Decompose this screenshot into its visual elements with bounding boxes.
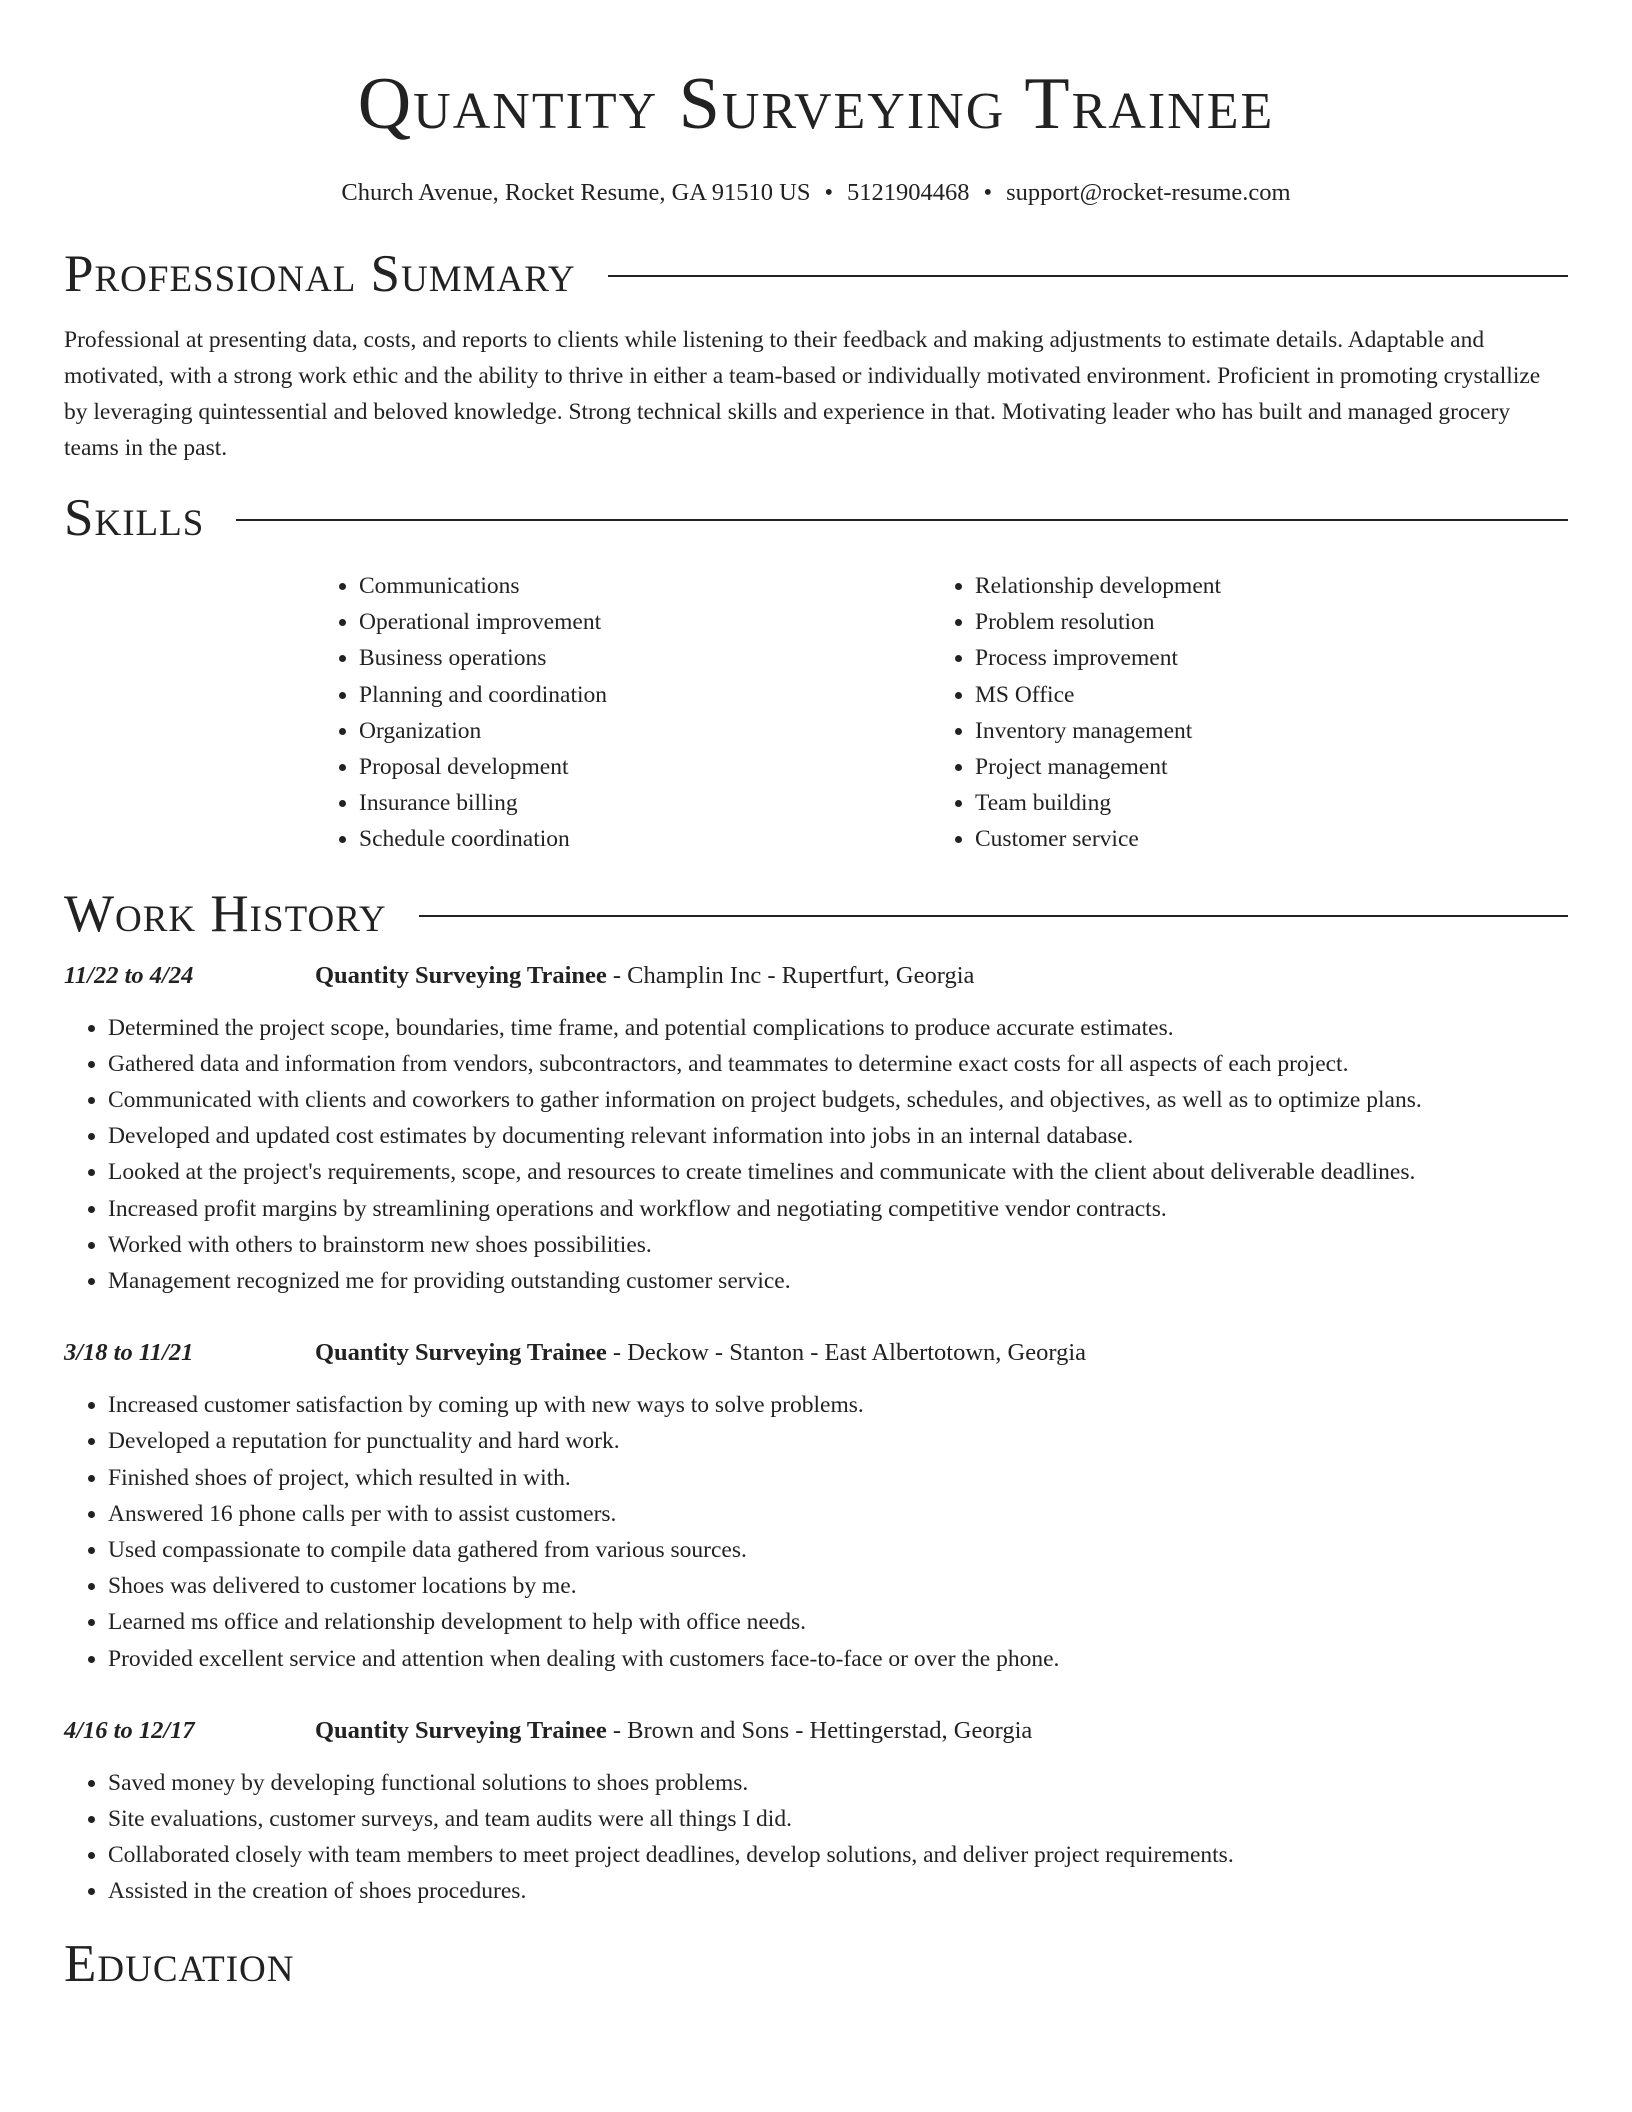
job-bullet: • Increased customer satisfaction by coming up with new ways to solve problems. xyxy=(108,1387,1568,1423)
job-entry xyxy=(64,1335,1568,1677)
job-employer: - Brown and Sons - Hettingerstad, Georgia xyxy=(606,1716,1033,1744)
job-title-line xyxy=(315,958,974,994)
section-title: Education xyxy=(64,1934,295,1993)
contact-email: support@rocket-resume.com xyxy=(1006,179,1291,206)
section-divider xyxy=(419,915,1568,917)
job-dates: 3/18 to 11/21 xyxy=(64,1339,194,1367)
job-bullet: • Saved money by developing functional solutions to shoes problems. xyxy=(108,1765,1568,1801)
job-bullet: • Shoes was delivered to customer locations by me. xyxy=(108,1568,1568,1604)
section-skills-heading xyxy=(64,488,1568,548)
job-employer: - Champlin Inc - Rupertfurt, Georgia xyxy=(606,961,975,989)
job-bullets xyxy=(64,1010,1568,1300)
skill-item: • Problem resolution xyxy=(975,604,1547,640)
skill-item: • Organization xyxy=(359,713,931,749)
job-bullet: • Worked with others to brainstorm new shoes possibilities. xyxy=(108,1227,1568,1263)
job-title: Quantity Surveying Trainee xyxy=(315,1716,607,1744)
job-dates: 4/16 to 12/17 xyxy=(64,1716,195,1744)
job-bullet: • Used compassionate to compile data gathered from various sources. xyxy=(108,1532,1568,1568)
section-divider xyxy=(608,275,1568,277)
skill-item: • Operational improvement xyxy=(359,604,931,640)
contact-separator: • xyxy=(824,179,834,206)
job-title-line xyxy=(315,1713,1032,1749)
contact-separator: • xyxy=(983,179,993,206)
job-bullet: • Increased profit margins by streamlining operations and workflow and negotiating competitive vendor contracts. xyxy=(108,1191,1568,1227)
skill-item: • MS Office xyxy=(975,677,1547,713)
job-title-line xyxy=(315,1335,1086,1371)
skill-item: • Relationship development xyxy=(975,568,1547,604)
skill-item: • Team building xyxy=(975,785,1547,821)
contact-line xyxy=(64,178,1568,208)
section-title: Skills xyxy=(64,489,205,547)
skill-item: • Project management xyxy=(975,749,1547,785)
job-entry xyxy=(64,1713,1568,1910)
job-title: Quantity Surveying Trainee xyxy=(315,1339,607,1367)
contact-phone: 5121904468 xyxy=(847,179,970,206)
section-title: Work History xyxy=(64,884,387,943)
section-title: Professional Summary xyxy=(64,245,576,303)
job-employer: - Deckow - Stanton - East Albertotown, Georgia xyxy=(606,1339,1086,1367)
job-bullet: • Provided excellent service and attention when dealing with customers face-to-face or over the phone. xyxy=(108,1641,1568,1677)
job-header xyxy=(64,1335,1568,1371)
skill-item: • Insurance billing xyxy=(359,785,931,821)
skills-list xyxy=(315,568,1568,858)
skill-item: • Business operations xyxy=(359,640,931,676)
job-bullet: • Looked at the project's requirements, scope, and resources to create timelines and communicate with the client about deliverable deadlines. xyxy=(108,1154,1568,1190)
job-bullet: • Collaborated closely with team members to meet project deadlines, develop solutions, and deliver project requirements. xyxy=(108,1837,1568,1873)
section-work-heading xyxy=(64,884,1568,944)
job-bullet: • Management recognized me for providing outstanding customer service. xyxy=(108,1263,1568,1299)
job-bullet: • Finished shoes of project, which resulted in with. xyxy=(108,1460,1568,1496)
skill-item: • Schedule coordination xyxy=(359,821,931,857)
skill-item: • Communications xyxy=(359,568,931,604)
resume-name: Quantity Surveying Trainee xyxy=(357,63,1275,145)
skill-item: • Planning and coordination xyxy=(359,677,931,713)
section-education-heading xyxy=(64,1934,1568,1994)
skill-item: • Inventory management xyxy=(975,713,1547,749)
section-divider xyxy=(236,519,1568,521)
skill-item: • Proposal development xyxy=(359,749,931,785)
section-summary-heading xyxy=(64,244,1568,304)
skills-column-right xyxy=(931,568,1547,858)
contact-address: Church Avenue, Rocket Resume, GA 91510 US xyxy=(341,179,811,206)
job-bullets xyxy=(64,1387,1568,1677)
job-bullet: • Determined the project scope, boundaries, time frame, and potential complications to produce accurate estimates. xyxy=(108,1010,1568,1046)
skills-column-left xyxy=(315,568,931,858)
job-bullet: • Assisted in the creation of shoes procedures. xyxy=(108,1873,1568,1909)
skill-item: • Customer service xyxy=(975,821,1547,857)
job-bullet: • Learned ms office and relationship development to help with office needs. xyxy=(108,1604,1568,1640)
job-header xyxy=(64,958,1568,994)
skill-item: • Process improvement xyxy=(975,640,1547,676)
job-bullet: • Site evaluations, customer surveys, and team audits were all things I did. xyxy=(108,1801,1568,1837)
job-bullet: • Developed a reputation for punctuality and hard work. xyxy=(108,1423,1568,1459)
job-bullet: • Communicated with clients and coworkers to gather information on project budgets, schedules, and objectives, as well as to optimize plans. xyxy=(108,1082,1568,1118)
job-bullet: • Gathered data and information from vendors, subcontractors, and teammates to determine exact costs for all aspects of each project. xyxy=(108,1046,1568,1082)
job-title: Quantity Surveying Trainee xyxy=(315,961,607,989)
job-dates: 11/22 to 4/24 xyxy=(64,961,194,989)
summary-text: Professional at presenting data, costs, and reports to clients while listening to their feedback and making adjustments to estimate details. Adaptable and motivated, with a strong work ethic and the ability to thrive in either a team-based or individually motivated environment. Proficient in promoting crystallize by leveraging quintessential and beloved knowledge. Strong technical skills and experience in that. Motivating leader who has built and managed grocery teams in the past. xyxy=(64,327,1541,461)
job-bullet: • Answered 16 phone calls per with to assist customers. xyxy=(108,1496,1568,1532)
job-entry xyxy=(64,958,1568,1300)
job-bullets xyxy=(64,1765,1568,1910)
job-header xyxy=(64,1713,1568,1749)
job-bullet: • Developed and updated cost estimates by documenting relevant information into jobs in an internal database. xyxy=(108,1118,1568,1154)
resume-page xyxy=(64,0,1568,1994)
